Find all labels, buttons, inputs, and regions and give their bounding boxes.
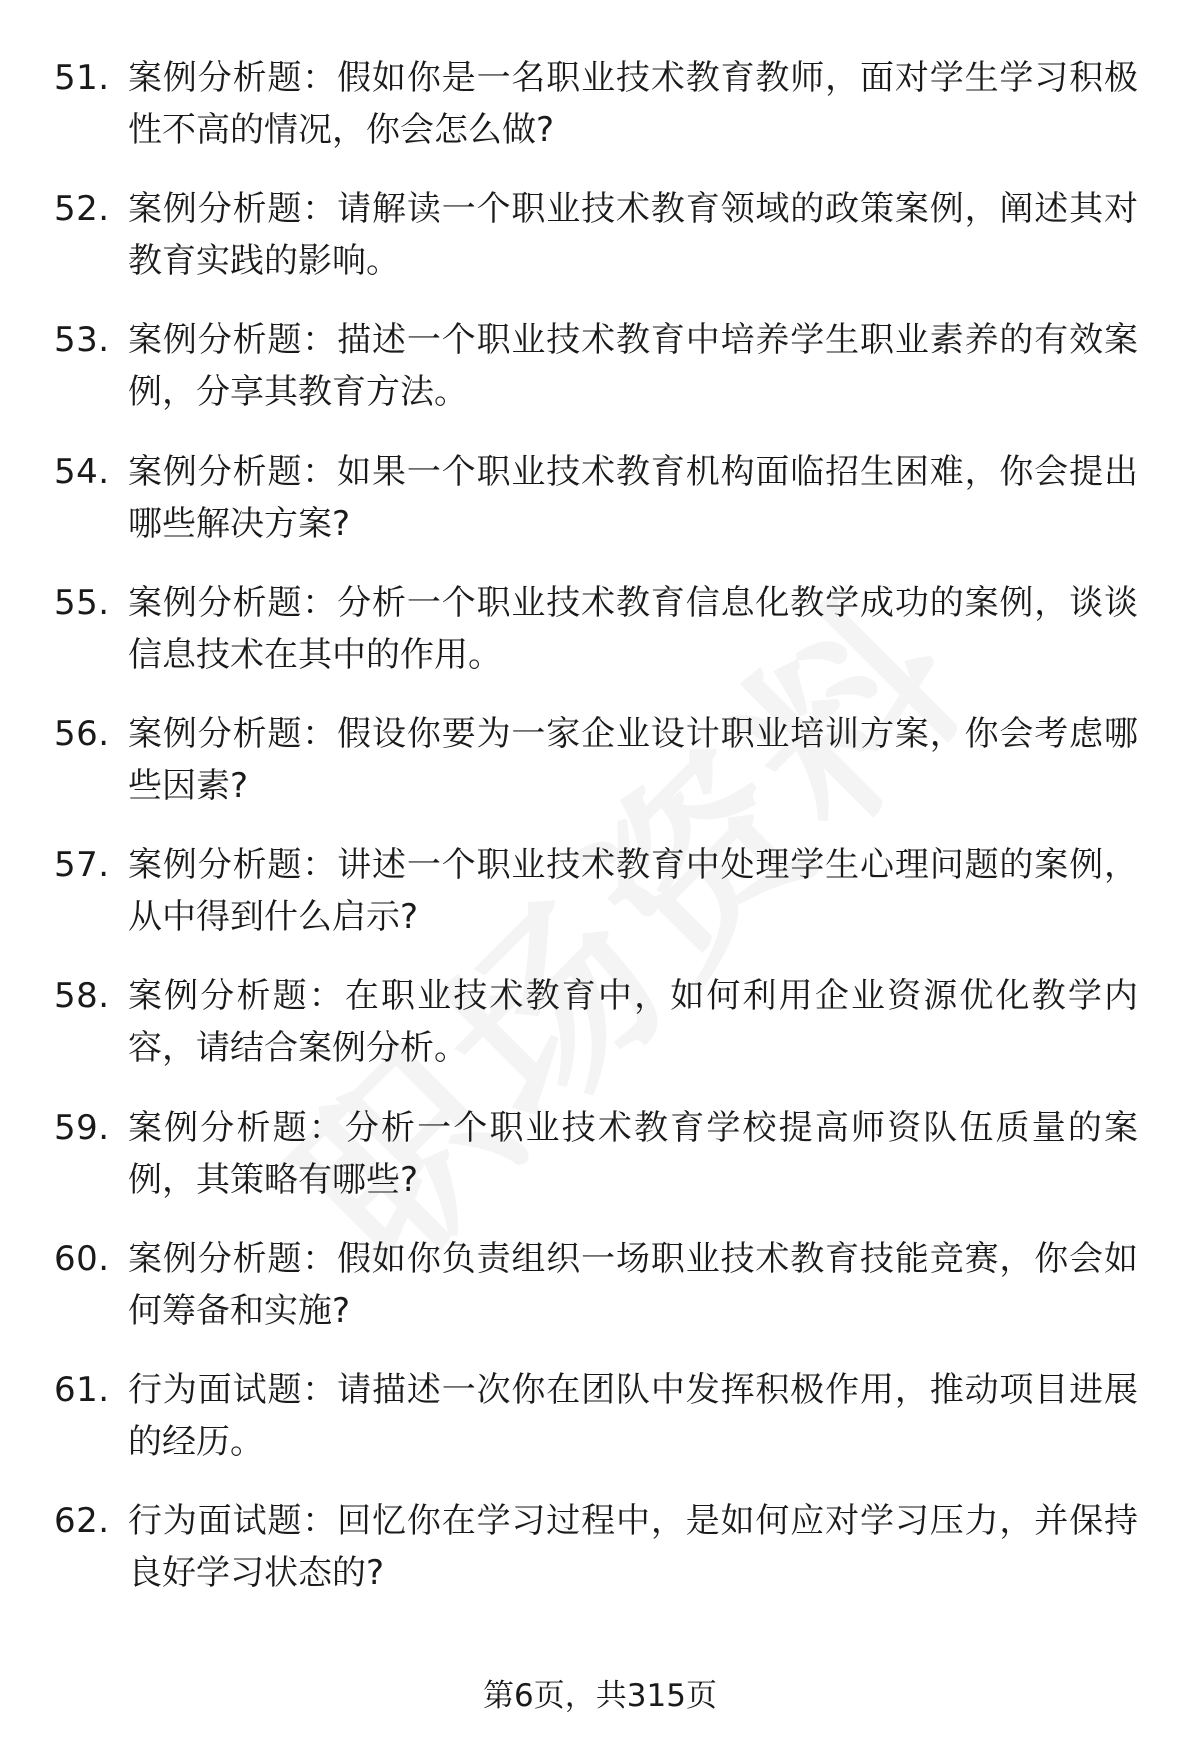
question-text: 行为面试题：回忆你在学习过程中，是如何应对学习压力，并保持良好学习状态的? [128,1501,1138,1594]
question-number: 57. [54,845,110,886]
question-number: 58. [54,976,110,1017]
question-item [0,1495,1200,1626]
question-number: 51. [54,58,110,98]
page-footer: 第6页，共315页 [483,1678,717,1714]
question-number: 52. [54,189,110,230]
question-text: 案例分析题：假设你要为一家企业设计职业培训方案，你会考虑哪些因素? [128,713,1138,806]
question-number: 61. [54,1369,110,1410]
question-item [0,839,1200,970]
question-text: 案例分析题：如果一个职业技术教育机构面临招生困难，你会提出哪些解决方案? [128,451,1138,544]
question-text: 案例分析题：描述一个职业技术教育中培养学生职业素养的有效案例，分享其教育方法。 [128,320,1138,413]
question-number: 62. [54,1501,110,1542]
question-text: 案例分析题：分析一个职业技术教育学校提高师资队伍质量的案例，其策略有哪些? [128,1107,1138,1200]
question-number: 53. [54,320,110,361]
question-number: 59. [54,1107,110,1148]
question-item [0,183,1200,314]
question-text: 案例分析题：请解读一个职业技术教育领域的政策案例，阐述其对教育实践的影响。 [128,189,1138,282]
question-text: 案例分析题：分析一个职业技术教育信息化教学成功的案例，谈谈信息技术在其中的作用。 [128,582,1138,675]
question-number: 55. [54,582,110,623]
question-text: 案例分析题：假如你是一名职业技术教育教师，面对学生学习积极性不高的情况，你会怎么做? [128,58,1138,150]
question-item [0,1102,1200,1233]
question-number: 60. [54,1238,110,1279]
question-number: 54. [54,451,110,492]
question-item [0,708,1200,839]
question-text: 行为面试题：请描述一次你在团队中发挥积极作用，推动项目进展的经历。 [128,1369,1138,1462]
question-text: 案例分析题：在职业技术教育中，如何利用企业资源优化教学内容，请结合案例分析。 [128,976,1138,1069]
question-item [0,577,1200,708]
question-item [0,52,1200,183]
question-text: 案例分析题：假如你负责组织一场职业技术教育技能竞赛，你会如何筹备和实施? [128,1238,1138,1331]
question-number: 56. [54,713,110,754]
question-text: 案例分析题：讲述一个职业技术教育中处理学生心理问题的案例，从中得到什么启示? [128,845,1138,938]
question-item [0,1233,1200,1364]
question-item [0,314,1200,445]
question-item [0,1364,1200,1495]
question-item [0,970,1200,1101]
question-item [0,446,1200,577]
question-list [0,52,1200,1626]
